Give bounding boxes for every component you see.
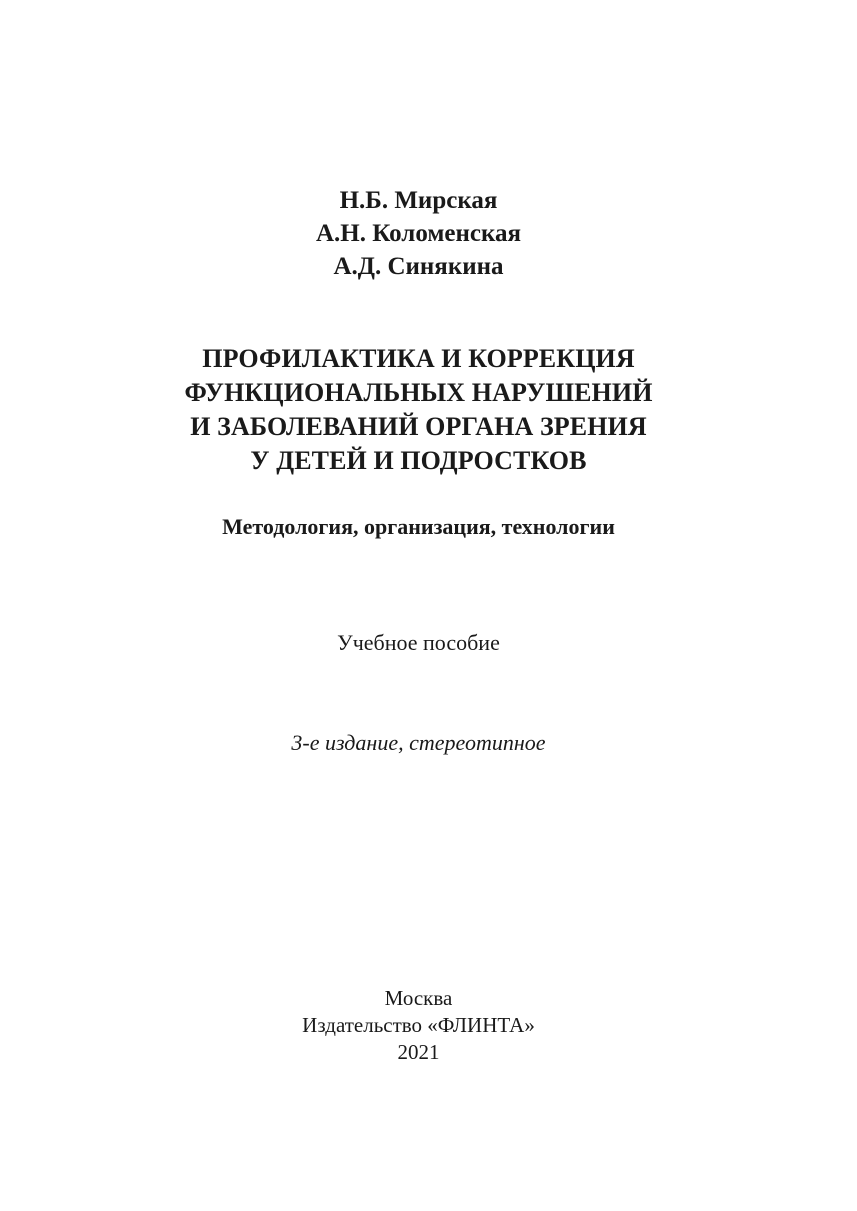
edition-note: 3-е издание, стереотипное bbox=[291, 730, 546, 755]
author-name: А.Д. Синякина bbox=[333, 253, 504, 280]
imprint-city: Москва bbox=[384, 986, 453, 1010]
title-line: У ДЕТЕЙ И ПОДРОСТКОВ bbox=[250, 446, 587, 475]
imprint bbox=[0, 985, 837, 1066]
book-subtitle: Методология, организация, технологии bbox=[222, 514, 615, 539]
imprint-publisher: Издательство «ФЛИНТА» bbox=[302, 1013, 535, 1037]
title-line: ПРОФИЛАКТИКА И КОРРЕКЦИЯ bbox=[202, 344, 635, 373]
title-line: И ЗАБОЛЕВАНИЙ ОРГАНА ЗРЕНИЯ bbox=[190, 412, 647, 441]
book-title bbox=[0, 342, 837, 478]
title-line: ФУНКЦИОНАЛЬНЫХ НАРУШЕНИЙ bbox=[184, 378, 653, 407]
document-type: Учебное пособие bbox=[337, 630, 500, 655]
authors-list bbox=[0, 184, 837, 283]
imprint-year: 2021 bbox=[397, 1040, 440, 1064]
author-name: Н.Б. Мирская bbox=[339, 187, 498, 214]
author-name: А.Н. Коломенская bbox=[315, 220, 522, 247]
